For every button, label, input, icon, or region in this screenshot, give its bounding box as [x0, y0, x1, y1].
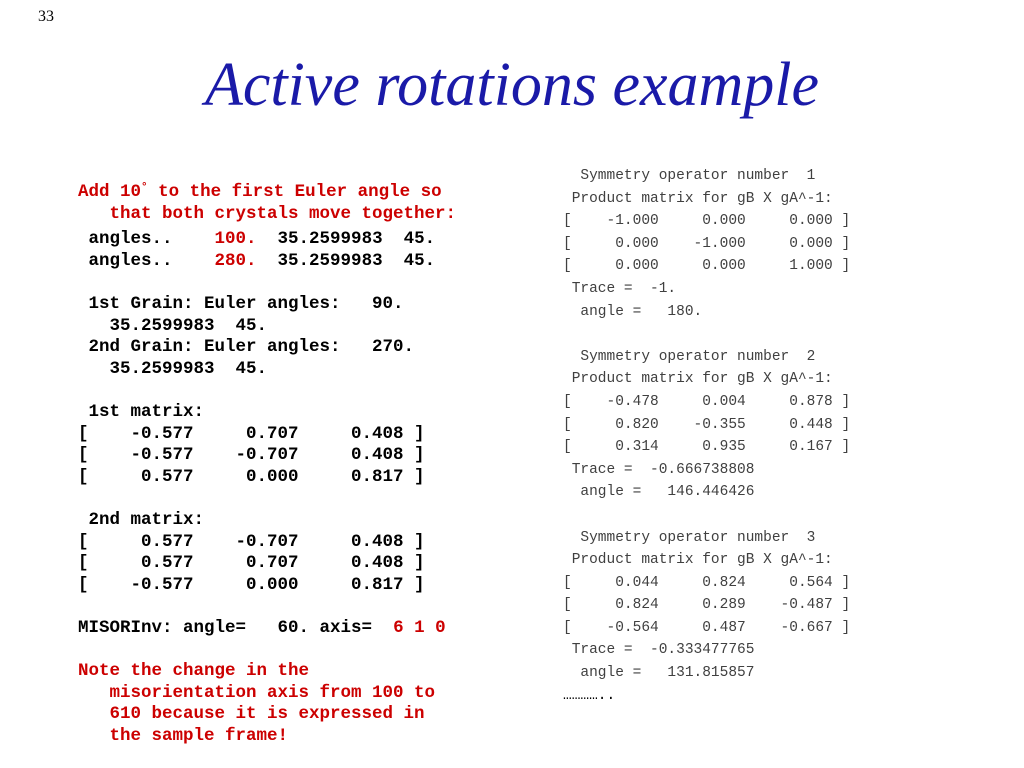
- ellipsis: …………..: [563, 687, 616, 704]
- right-column: [563, 165, 1003, 707]
- intro-line: [78, 182, 538, 204]
- matrix-2-row: [ -0.577 0.000 0.817 ]: [78, 574, 425, 595]
- operator-1-row: [ -1.000 0.000 0.000 ]: [563, 213, 851, 230]
- operator-3-header: Symmetry operator number 3: [563, 529, 816, 546]
- angles-1-rest: 35.2599983 45.: [256, 229, 436, 250]
- operator-3-angle: angle = 131.815857: [563, 665, 755, 682]
- operator-3-trace: Trace = -0.333477765: [563, 642, 755, 659]
- operator-3-row: [ -0.564 0.487 -0.667 ]: [563, 619, 851, 636]
- operator-2-angle: angle = 146.446426: [563, 484, 755, 501]
- grain-2-line-2: 35.2599983 45.: [78, 358, 268, 379]
- angles-label: angles..: [78, 250, 215, 271]
- misorientation-line: [78, 618, 538, 640]
- matrix-1-row: [ 0.577 0.000 0.817 ]: [78, 466, 425, 487]
- operator-3-product: Product matrix for gB X gA^-1:: [563, 552, 833, 569]
- intro-line-2: that both crystals move together:: [78, 203, 457, 224]
- misorientation-axis: 6 1 0: [393, 617, 446, 638]
- matrix-1-row: [ -0.577 -0.707 0.408 ]: [78, 445, 425, 466]
- angles-1-value: 100.: [214, 229, 257, 250]
- angles-2-rest: 35.2599983 45.: [256, 250, 436, 271]
- note-line: the sample frame!: [78, 725, 289, 746]
- matrix-2-label: 2nd matrix:: [78, 509, 205, 530]
- operator-2-row: [ -0.478 0.004 0.878 ]: [563, 393, 851, 410]
- note-line: Note the change in the: [78, 661, 310, 682]
- operator-2-row: [ 0.820 -0.355 0.448 ]: [563, 416, 851, 433]
- misorientation-text: MISORInv: angle= 60. axis=: [78, 617, 394, 638]
- slide-title: Active rotations example: [204, 51, 820, 119]
- grain-1-line-2: 35.2599983 45.: [78, 315, 268, 336]
- degree-symbol: °: [141, 182, 148, 194]
- note-line: 610 because it is expressed in: [78, 704, 425, 725]
- operator-1-product: Product matrix for gB X gA^-1:: [563, 190, 833, 207]
- intro-text: Add 10: [78, 182, 142, 202]
- operator-2-product: Product matrix for gB X gA^-1:: [563, 371, 833, 388]
- angles-2-value: 280.: [214, 250, 257, 271]
- grain-1-line-1: 1st Grain: Euler angles: 90.: [78, 293, 404, 314]
- intro-text-cont: to the first Euler angle so: [147, 182, 442, 202]
- operator-2-trace: Trace = -0.666738808: [563, 461, 755, 478]
- left-column: [78, 182, 538, 747]
- operator-1-row: [ 0.000 -1.000 0.000 ]: [563, 235, 851, 252]
- operator-1-trace: Trace = -1.: [563, 280, 677, 297]
- angles-line-1: [78, 229, 538, 251]
- matrix-1-row: [ -0.577 0.707 0.408 ]: [78, 423, 425, 444]
- operator-1-angle: angle = 180.: [563, 303, 703, 320]
- matrix-2-row: [ 0.577 -0.707 0.408 ]: [78, 531, 425, 552]
- matrix-1-label: 1st matrix:: [78, 401, 205, 422]
- operator-2-header: Symmetry operator number 2: [563, 348, 816, 365]
- operator-2-row: [ 0.314 0.935 0.167 ]: [563, 439, 851, 456]
- operator-3-row: [ 0.824 0.289 -0.487 ]: [563, 597, 851, 614]
- angles-line-2: [78, 251, 538, 273]
- operator-1-row: [ 0.000 0.000 1.000 ]: [563, 258, 851, 275]
- slide-number: 33: [38, 8, 54, 25]
- angles-label: angles..: [78, 229, 215, 250]
- operator-3-row: [ 0.044 0.824 0.564 ]: [563, 574, 851, 591]
- operator-1-header: Symmetry operator number 1: [563, 168, 816, 184]
- note-line: misorientation axis from 100 to: [78, 682, 436, 703]
- grain-2-line-1: 2nd Grain: Euler angles: 270.: [78, 337, 415, 358]
- matrix-2-row: [ 0.577 0.707 0.408 ]: [78, 553, 425, 574]
